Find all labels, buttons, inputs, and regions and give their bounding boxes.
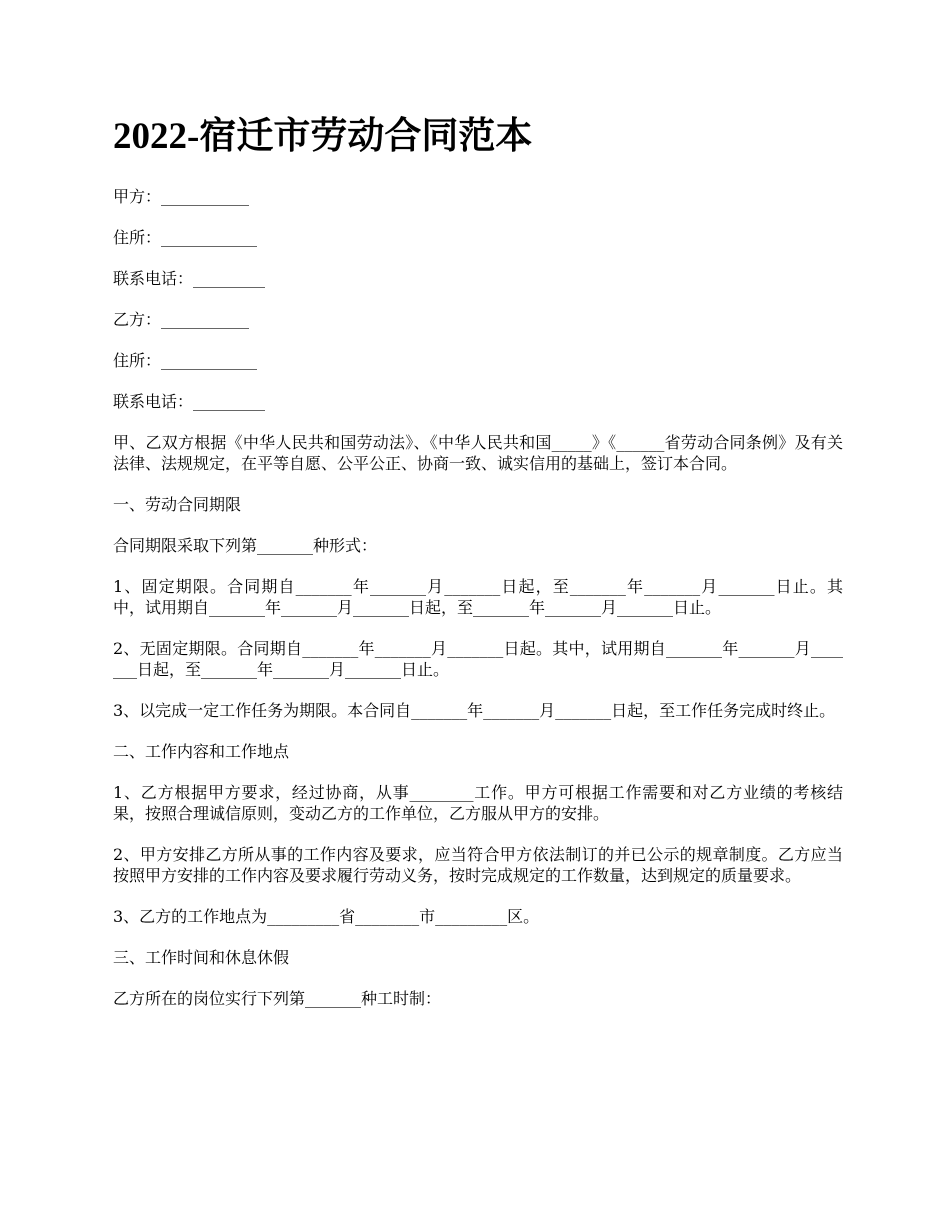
section-1-item-3: 3、以完成一定工作任务为期限。本合同自_______年_______月_______日起，至工作任务完成时终止。 [113, 701, 836, 720]
party-a-address: 住所：____________ [113, 228, 258, 247]
section-2-heading: 二、工作内容和工作地点 [113, 742, 290, 761]
section-3-intro: 乙方所在的岗位实行下列第_______种工时制： [113, 989, 442, 1008]
section-2-item-3: 3、乙方的工作地点为_________省________市_________区。 [113, 907, 540, 926]
section-2-item-1: 1、乙方根据甲方要求，经过协商，从事________工作。甲方可根据工作需要和对乙方业绩的考核结果，按照合理诚信原则，变动乙方的工作单位，乙方服从甲方的安排。 [113, 783, 843, 823]
section-1-heading: 一、劳动合同期限 [113, 495, 242, 514]
party-b-address: 住所：____________ [113, 351, 258, 370]
party-a-name: 甲方：___________ [113, 187, 250, 206]
party-b-phone: 联系电话：_________ [113, 392, 266, 411]
party-a-phone: 联系电话：_________ [113, 269, 266, 288]
section-1-item-2: 2、无固定期限。合同期自_______年_______月_______日起。其中，试用期自_______年_______月_______日起，至_______年_______月_______日止。 [113, 639, 843, 679]
section-1-intro: 合同期限采取下列第_______种形式： [113, 536, 378, 555]
party-b-name: 乙方：___________ [113, 310, 250, 329]
document-title: 2022-宿迁市劳动合同范本 [113, 116, 533, 157]
document-page [113, 110, 843, 1029]
section-1-item-1: 1、固定期限。合同期自_______年_______月_______日起，至_______年_______月_______日止。其中，试用期自_______年_______月_______日起，至_______年_______月_______日止。 [113, 577, 843, 617]
preamble-paragraph: 甲、乙双方根据《中华人民共和国劳动法》、《中华人民共和国_____》《______省劳动合同条例》及有关法律、法规规定，在平等自愿、公平公正、协商一致、诚实信用的基础上，签订本合同。 [113, 433, 843, 473]
section-3-heading: 三、工作时间和休息休假 [113, 948, 290, 967]
section-2-item-2: 2、甲方安排乙方所从事的工作内容及要求，应当符合甲方依法制订的并已公示的规章制度。乙方应当按照甲方安排的工作内容及要求履行劳动义务，按时完成规定的工作数量，达到规定的质量要求。 [113, 845, 843, 885]
